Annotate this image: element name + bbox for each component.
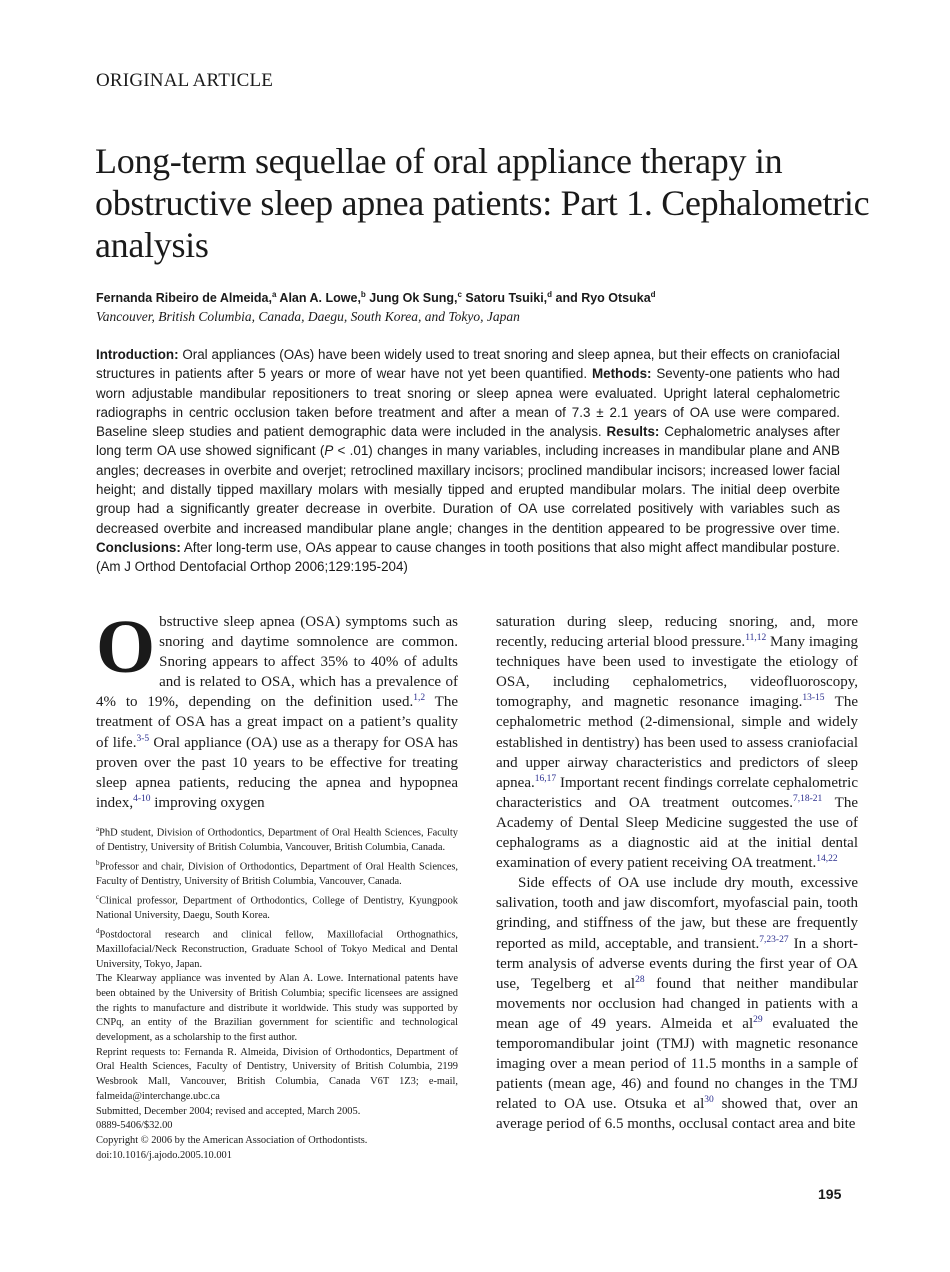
- citation-link[interactable]: 3-5: [136, 733, 150, 744]
- author-name: Satoru Tsuiki,: [461, 291, 548, 306]
- footnote-reprint-requests: Reprint requests to: Fernanda R. Almeida, Division of Orthodontics, Department of Oral Health Sciences, Faculty of Dentistry, University of British Columbia, 2199 Wesbrook Mall, Vancouver, British Columbia, Canada V6T 1Z3; e-mail, falmeida@interchange.ubc.ca: [96, 1046, 458, 1102]
- citation-link[interactable]: 16,17: [534, 773, 557, 784]
- body-text: found that neither mandibular movements nor occlusion had changed in patients with a mean age of 49 years. Almeida et al: [496, 975, 858, 1032]
- citation-link[interactable]: 7,18-21: [792, 793, 823, 804]
- footnote-text: Clinical professor, Department of Orthodontics, College of Dentistry, Kyungpook National University, Daegu, South Korea.: [96, 895, 458, 921]
- author-affiliation-mark: b: [360, 290, 366, 299]
- author-name: Fernanda Ribeiro de Almeida,: [96, 291, 272, 306]
- abstract-results-text: Cephalometric analyses after long term OA use showed significant (: [96, 424, 840, 459]
- citation-link[interactable]: 11,12: [745, 633, 767, 644]
- abstract-intro-label: Introduction:: [96, 347, 179, 362]
- author-affiliation-mark: a: [271, 290, 277, 299]
- footnote-text: Professor and chair, Division of Orthodontics, Department of Oral Health Sciences, Faculty of Dentistry, University of British Columbia, Vancouver, Canada.: [96, 861, 458, 888]
- citation-link[interactable]: 1,2: [413, 693, 426, 704]
- citation-link[interactable]: 28: [635, 974, 645, 985]
- body-paragraph: [496, 873, 858, 1134]
- body-text: evaluated the temporomandibular joint (TMJ) with magnetic resonance imaging over a mean period of 11.5 months in a sample of patients (mean age, 46) and found no changes in the TMJ related to OA use. Otsuka et al: [496, 1015, 858, 1113]
- author-affiliation-mark: d: [650, 290, 656, 299]
- footnote-issn-price: 0889-5406/$32.00: [96, 1120, 173, 1132]
- footnote-disclosure: The Klearway appliance was invented by Alan A. Lowe. International patents have been obtained by the University of British Columbia; specific licensees are assigned the rights to manufacture and distribute it worldwide. This study was supported by CNPq, an entity of the Brazilian government for scientific and technological development, as a scholarship to the first author.: [96, 973, 458, 1044]
- body-text: showed that, over an average period of 6.5 months, occlusal contact area and bite: [496, 1096, 858, 1133]
- author-list: [96, 290, 656, 305]
- body-text: improving oxygen: [150, 794, 265, 811]
- footnotes: [96, 822, 458, 1163]
- abstract-intro-text: Oral appliances (OAs) have been widely used to treat snoring and sleep apnea, but their effects on craniofacial structures in patients after 5 years or more of wear have not yet been quantified.: [96, 347, 840, 382]
- citation-link[interactable]: 29: [753, 1014, 763, 1025]
- body-paragraph: [96, 605, 458, 813]
- body-text: The Academy of Dental Sleep Medicine suggested the use of cephalograms as a diagnostic aid at the initial dental examination of every patient receiving OA treatment.: [496, 794, 858, 872]
- footnote-mark: d: [96, 926, 100, 935]
- footnote-doi: doi:10.1016/j.ajodo.2005.10.001: [96, 1149, 232, 1161]
- article-title: Long-term sequellae of oral appliance therapy in obstructive sleep apnea patients: Part 1. Cephalometric analysis: [95, 141, 870, 265]
- body-text: bstructive sleep apnea (OSA) symptoms such as snoring and daytime somnolence are common. Snoring appears to affect 35% to 40% of adults and is related to OSA, which has a prevalence of 4% to 19%, depending on the definition used.: [96, 614, 458, 711]
- abstract-methods-label: Methods:: [591, 366, 652, 382]
- citation-link[interactable]: 14,22: [816, 854, 838, 865]
- abstract-conclusions-label: Conclusions:: [96, 539, 181, 555]
- abstract-p-symbol: P: [324, 443, 334, 459]
- footnote-affiliation-c: [96, 890, 458, 924]
- author-name: and Ryo Otsuka: [552, 291, 651, 306]
- body-column-left: [96, 605, 458, 813]
- body-text: Many imaging techniques have been used to investigate the etiology of OSA, including cephalometrics, videofluoroscopy, tomography, and magnetic resonance imaging.: [496, 634, 859, 711]
- footnote-affiliation-b: [96, 856, 458, 890]
- citation-link[interactable]: 13-15: [802, 693, 825, 704]
- citation-link[interactable]: 30: [704, 1095, 714, 1106]
- body-paragraph: [496, 612, 858, 873]
- footnote-affiliation-d: [96, 924, 458, 973]
- body-column-right: [496, 612, 858, 1134]
- footnote-mark: c: [96, 892, 100, 901]
- section-label: ORIGINAL ARTICLE: [96, 70, 274, 91]
- abstract-results-label: Results:: [606, 424, 660, 440]
- abstract: [96, 345, 840, 577]
- author-name: Alan A. Lowe,: [276, 291, 361, 306]
- body-text: Important recent findings correlate cephalometric characteristics and OA treatment outcomes.: [496, 774, 858, 811]
- footnote-copyright: Copyright © 2006 by the American Association of Orthodontists.: [96, 1134, 368, 1146]
- abstract-conclusions-text: After long-term use, OAs appear to cause changes in tooth positions that also might affect mandibular posture. (Am J Orthod Dentofacial Orthop 2006;129:195-204): [96, 539, 840, 575]
- abstract-methods-text: Seventy-one patients who had worn adjustable mandibular repositioners to treat snoring or sleep apnea were evaluated. Upright lateral cephalometric radiographs in centric occlusion taken before treatment and after a mean of 7.3 ± 2.1 years of OA use were compared. Baseline sleep studies and patient demographic data were included in the analysis.: [96, 366, 841, 440]
- body-text: saturation during sleep, reducing snoring, and, more recently, reducing arterial blood pressure.: [496, 614, 858, 651]
- author-affiliation-mark: d: [547, 290, 553, 299]
- footnote-submission-dates: Submitted, December 2004; revised and accepted, March 2005.: [96, 1105, 361, 1117]
- author-affiliation-mark: c: [457, 290, 462, 299]
- footnote-text: Postdoctoral research and clinical fellow, Maxillofacial Orthognathics, Maxillofacial/Neck Reconstruction, Graduate School of Tokyo Medical and Dental University, Tokyo, Japan.: [96, 929, 458, 970]
- footnote-mark: a: [96, 825, 100, 833]
- body-text: The cephalometric method (2-dimensional, simple and widely established in dentistry) has been used to assess craniofacial and upper airway characteristics and predictors of sleep apnea.: [496, 694, 858, 791]
- body-text: Side effects of OA use include dry mouth, excessive salivation, tooth and jaw discomfort, myofascial pain, tooth grinding, and stiffness of the jaw, but these are frequently reported as mild, acceptable, and transient.: [496, 875, 858, 952]
- footnote-text: PhD student, Division of Orthodontics, Department of Oral Health Sciences, Faculty of Dentistry, University of British Columbia, Vancouver, British Columbia, Canada.: [96, 827, 458, 854]
- drop-cap: O: [96, 605, 156, 689]
- body-text: In a short-term analysis of adverse events during the first year of OA use, Tegelberg et al: [496, 935, 859, 992]
- footnote-mark: b: [96, 858, 100, 867]
- body-text: Oral appliance (OA) use as a therapy for OSA has proven over the past 10 years to be effective for treating sleep apnea patients, reducing the apnea and hypopnea index,: [96, 734, 458, 811]
- abstract-results-text: < .01) changes in many variables, including increases in mandibular plane and ANB angles; decreases in overbite and overjet; retroclined maxillary incisors; proclined mandibular incisors; increased lower facial height; and distally tipped maxillary molars with mesially tipped and erupted mandibular molars. The initial deep overbite group had a significantly greater decrease in overbite. Duration of OA use correlated positively with variables such as decreased overbite and increased mandibular plane angle; changes in the dentition appeared to be progressive over time.: [96, 443, 840, 536]
- citation-link[interactable]: 7,23-27: [759, 934, 789, 945]
- author-locations: Vancouver, British Columbia, Canada, Daegu, South Korea, and Tokyo, Japan: [96, 309, 520, 324]
- citation-link[interactable]: 4-10: [133, 793, 151, 804]
- footnote-affiliation-a: [96, 822, 458, 856]
- body-text: The treatment of OSA has a great impact on a patient’s quality of life.: [96, 694, 458, 751]
- page-number: 195: [818, 1186, 842, 1202]
- author-name: Jung Ok Sung,: [365, 291, 458, 306]
